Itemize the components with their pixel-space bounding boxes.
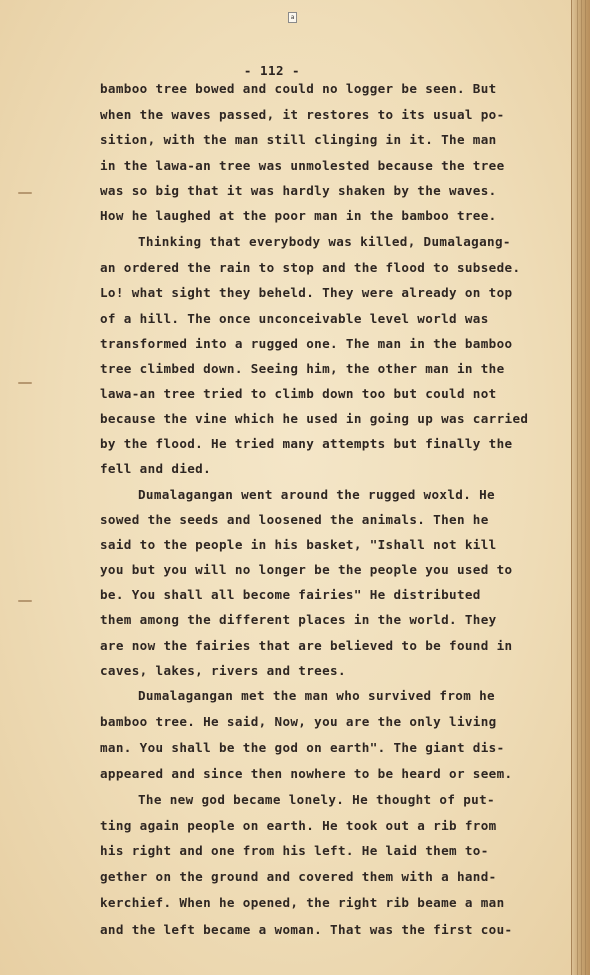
text-line: and the left became a woman. That was the first cou- <box>100 922 513 937</box>
tab-marker: a <box>288 12 297 23</box>
page-edge-mark <box>0 374 34 392</box>
text-line: Dumalagangan met the man who survived from he <box>138 688 495 703</box>
page-edge-mark <box>0 184 34 202</box>
text-line: sition, with the man still clinging in it. The man <box>100 132 497 147</box>
text-line: his right and one from his left. He laid them to- <box>100 843 489 858</box>
text-line: Dumalagangan went around the rugged woxld. He <box>138 487 495 502</box>
text-line: bamboo tree. He said, Now, you are the only living <box>100 714 497 729</box>
text-line: lawa-an tree tried to climb down too but could not <box>100 386 497 401</box>
text-line: of a hill. The once unconceivable level world was <box>100 311 489 326</box>
text-line: man. You shall be the god on earth". The giant dis- <box>100 740 505 755</box>
text-line: are now the fairies that are believed to be found in <box>100 638 513 653</box>
text-line: transformed into a rugged one. The man in the bamboo <box>100 336 513 351</box>
text-line: appeared and since then nowhere to be heard or seem. <box>100 766 513 781</box>
text-line: Lo! what sight they beheld. They were already on top <box>100 285 513 300</box>
text-line: kerchief. When he opened, the right rib beame a man <box>100 895 505 910</box>
text-line: fell and died. <box>100 461 212 476</box>
text-line: The new god became lonely. He thought of put- <box>138 792 495 807</box>
text-line: gether on the ground and covered them with a hand- <box>100 869 497 884</box>
page-edge-mark <box>0 592 34 610</box>
text-line: was so big that it was hardly shaken by the waves. <box>100 183 497 198</box>
text-line: bamboo tree bowed and could no logger be seen. But <box>100 81 497 96</box>
text-line: when the waves passed, it restores to its usual po- <box>100 107 505 122</box>
text-line: in the lawa-an tree was unmolested because the tree <box>100 158 505 173</box>
text-line: tree climbed down. Seeing him, the other man in the <box>100 361 505 376</box>
text-line: said to the people in his basket, "Ishall not kill <box>100 537 497 552</box>
text-line: by the flood. He tried many attempts but finally the <box>100 436 513 451</box>
text-line: sowed the seeds and loosened the animals. Then he <box>100 512 489 527</box>
text-line: you but you will no longer be the people you used to <box>100 562 513 577</box>
text-line: ting again people on earth. He took out a rib from <box>100 818 497 833</box>
text-line: because the vine which he used in going up was carried <box>100 411 529 426</box>
text-line: caves, lakes, rivers and trees. <box>100 663 346 678</box>
text-line: Thinking that everybody was killed, Dumalagang- <box>138 234 511 249</box>
text-line: an ordered the rain to stop and the flood to subsede. <box>100 260 521 275</box>
text-line: How he laughed at the poor man in the bamboo tree. <box>100 208 497 223</box>
binding-edge <box>571 0 590 975</box>
page-number: - 112 - <box>243 63 301 78</box>
text-line: be. You shall all become fairies" He distributed <box>100 587 481 602</box>
text-line: them among the different places in the world. They <box>100 612 497 627</box>
